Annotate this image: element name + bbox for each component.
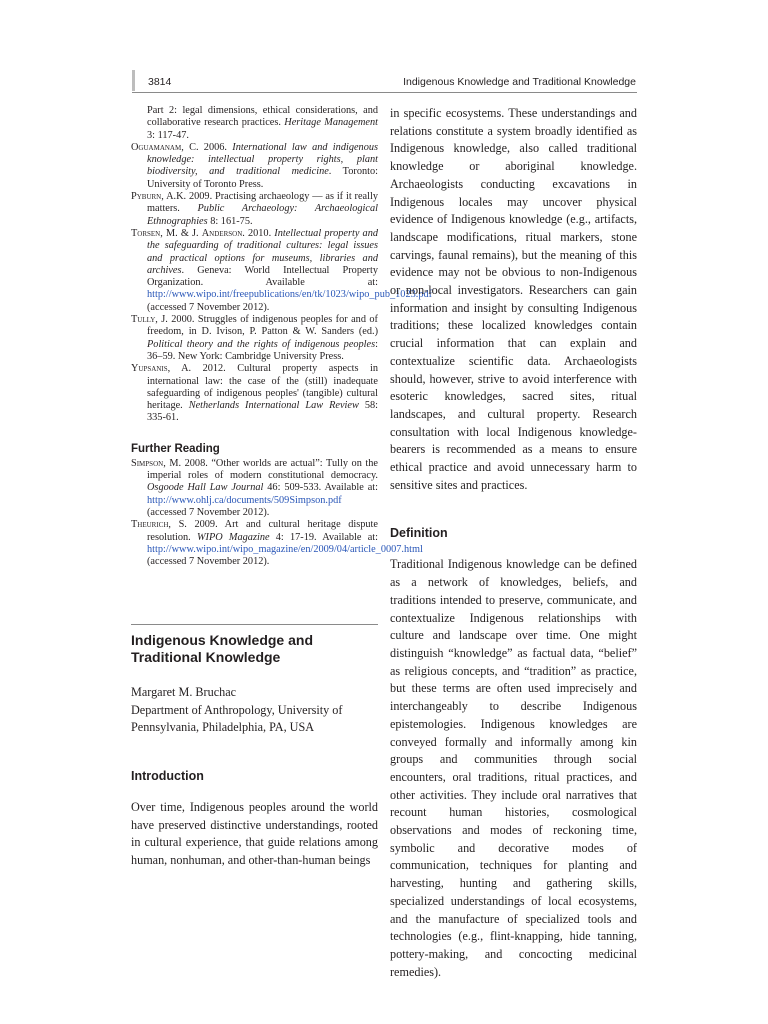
further-reading-link[interactable]: http://www.wipo.int/wipo_magazine/en/2009/04/article_0007.html (147, 543, 423, 555)
introduction-heading: Introduction (131, 768, 204, 783)
entry-divider (131, 624, 378, 625)
further-reading-link[interactable]: http://www.ohlj.ca/documents/509Simpson.pdf (147, 494, 342, 506)
reference-item: Part 2: legal dimensions, ethical considerations, and collaborative research practices. Heritage Management 3: 117-47. (147, 105, 378, 141)
definition-heading: Definition (390, 526, 448, 541)
page-number: 3814 (148, 76, 172, 88)
reference-link[interactable]: http://www.wipo.int/freepublications/en/tk/1023/wipo_pub_1023.pdf (147, 289, 433, 301)
margin-bar (132, 70, 135, 91)
definition-text: Traditional Indigenous knowledge can be defined as a network of knowledges, beliefs, and traditions intended to preserve, communicate, and contextualize Indigenous relationships with culture and landscape over time. One might distinguish “knowledge” as factual data, “belief” as religious concepts, and “tradition” as practice, but these terms are often used imprecisely and interchangeably to describe Indigenous epistemologies. Indigenous knowledges are conveyed formally and informally among kin groups and communities through social encounters, oral traditions, ritual practices, and other activities. They include oral narratives that recount human histories, cosmological observations and modes of reckoning time, symbolic and decorative modes of communication, techniques for planting and harvesting, hunting and gathering skills, specialized understandings of local ecosystems, and the manufacture of specialized tools and technologies (e.g., flint-knapping, hide tanning, pottery-making, and concocting medicinal remedies). (390, 557, 637, 979)
reference-item: Torsen, M. & J. Anderson. 2010. Intellectual property and the safeguarding of traditional cultures: legal issues and practical options for museums, libraries and archives. Geneva: World Intellectual Property Organization. Available at: http://www.wipo.int/freepublications/en/tk/1023/wipo_pub_1023.pdf (accessed 7 November 2012). (131, 227, 433, 313)
author-name: Margaret M. Bruchac (131, 685, 237, 700)
author-affiliation: Department of Anthropology, University of Pennsylvania, Philadelphia, PA, USA (131, 702, 343, 735)
further-reading-heading: Further Reading (131, 442, 220, 455)
reference-item: Yupsanis, A. 2012. Cultural property aspects in international law: the case of the (still) inadequate safeguarding of indigenous peoples' (tangible) cultural heritage. Netherlands International Law Review 58: 335-61. (131, 363, 379, 424)
introduction-text-continued: in specific ecosystems. These understandings and relations constitute a system broadly identified as Indigenous knowledge, also called traditional knowledge or aboriginal knowledge. Archaeologists conducting excavations in Indigenous locales may uncover physical evidence of Indigenous knowledge (e.g., artifacts, landscape modifications, ritual markers, stone carvings, faunal remains), but the meaning of this evidence may not be obvious to non-Indigenous or non-local investigators. Researchers can gain information and insight by consulting Indigenous traditions; these localized knowledges contain crucial information that can explain and contextualize scientific data. Archaeologists should, however, strive to avoid interference with esoteric knowledges, sacred sites, ritual landscapes, and cultural property. Research consultation with local Indigenous knowledge-bearers is recommended as a means to ensure ethical practice and avoid unnecessary harm to sensitive sites and practices. (390, 106, 637, 492)
entry-title: Indigenous Knowledge and Traditional Knowledge (131, 632, 313, 666)
reference-item: Oguamanam, C. 2006. International law and indigenous knowledge: intellectual property rights, plant biodiversity, and traditional medicine. Toronto: University of Toronto Press. (131, 141, 378, 190)
further-reading-item: Theurich, S. 2009. Art and cultural heritage dispute resolution. WIPO Magazine 4: 17-19. Available at: http://www.wipo.int/wipo_magazine/en/2009/04/article_0007.html (accessed 7 November 2012). (131, 519, 423, 568)
reference-item: Pyburn, A.K. 2009. Practising archaeology — as if it really matters. Public Archaeology: Archaeological Ethnographies 8: 161-75. (131, 191, 378, 227)
header-rule (132, 92, 637, 93)
reference-item: Tully, J. 2000. Struggles of indigenous peoples for and of freedom, in D. Ivison, P. Patton & W. Sanders (ed.) Political theory and the rights of indigenous peoples: 36–59. New York: Cambridge University Press. (131, 314, 378, 362)
running-head: Indigenous Knowledge and Traditional Knowledge (403, 76, 636, 88)
introduction-text-start: Over time, Indigenous peoples around the world have preserved distinctive understandings, rooted in cultural experience, that guide relations among human, nonhuman, and other-than-human beings (131, 799, 378, 867)
right-column (390, 105, 637, 981)
further-reading-item: Simpson, M. 2008. “Other worlds are actual”: Tully on the imperial roles of modern constitutional democracy. Osgoode Hall Law Journal 46: 509-533. Available at: http://www.ohlj.ca/documents/509Simpson.pdf (accessed 7 November 2012). (131, 457, 378, 518)
